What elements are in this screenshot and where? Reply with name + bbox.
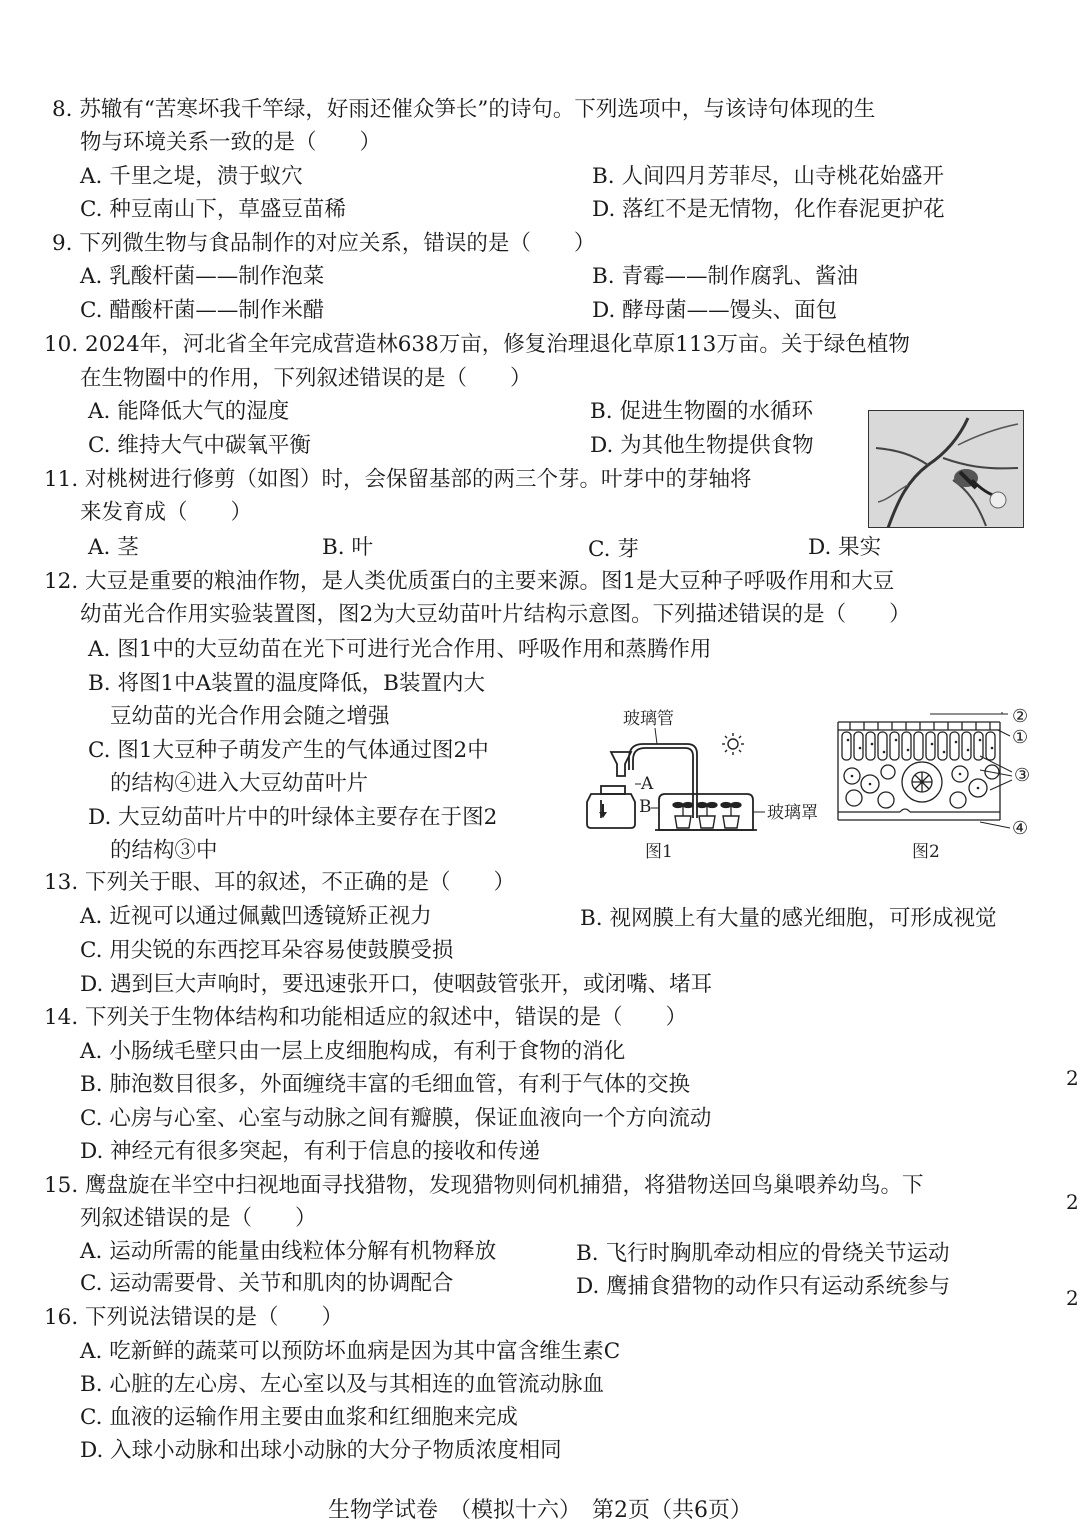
q10-option-b: B. 促进生物圈的水循环 bbox=[590, 399, 813, 424]
figure-2-leaf-section bbox=[830, 700, 1055, 870]
q10-option-a: A. 能降低大气的湿度 bbox=[88, 399, 290, 424]
fig1-label-glass-tube: 玻璃管 bbox=[623, 709, 674, 729]
q15-option-c: C. 运动需要骨、关节和肌肉的协调配合 bbox=[80, 1271, 454, 1296]
q14-option-a: A. 小肠绒毛壁只由一层上皮细胞构成，有利于食物的消化 bbox=[80, 1039, 626, 1064]
q12-option-d-line2: 的结构③中 bbox=[110, 838, 218, 863]
q11-stem-line1: 11. 对桃树进行修剪（如图）时，会保留基部的两三个芽。叶芽中的芽轴将 bbox=[44, 467, 752, 492]
q13-stem: 13. 下列关于眼、耳的叙述，不正确的是（ ） bbox=[44, 870, 516, 895]
q12-stem-line2: 幼苗光合作用实验装置图，图2为大豆幼苗叶片结构示意图。下列描述错误的是（ ） bbox=[80, 602, 911, 627]
q9-option-a: A. 乳酸杆菌——制作泡菜 bbox=[80, 264, 325, 289]
q12-option-c-line1: C. 图1大豆种子萌发产生的气体通过图2中 bbox=[88, 738, 489, 763]
q15-stem-line1: 15. 鹰盘旋在半空中扫视地面寻找猎物，发现猎物则伺机捕猎，将猎物送回鸟巢喂养幼鸟。下 bbox=[44, 1173, 924, 1198]
q9-option-b: B. 青霉——制作腐乳、酱油 bbox=[592, 264, 858, 289]
q16-option-c: C. 血液的运输作用主要由血浆和红细胞来完成 bbox=[80, 1405, 518, 1430]
peach-tree-pruning-photo bbox=[868, 410, 1024, 528]
fig2-marker-2: ② bbox=[1012, 706, 1029, 727]
fig2-caption: 图2 bbox=[912, 842, 940, 862]
q12-option-c-line2: 的结构④进入大豆幼苗叶片 bbox=[110, 771, 369, 796]
q16-option-d: D. 入球小动脉和出球小动脉的大分子物质浓度相同 bbox=[80, 1438, 562, 1463]
q13-option-d: D. 遇到巨大声响时，要迅速张开口，使咽鼓管张开，或闭嘴、堵耳 bbox=[80, 972, 713, 997]
q9-option-c: C. 醋酸杆菌——制作米醋 bbox=[80, 298, 325, 323]
q11-option-b: B. 叶 bbox=[322, 535, 373, 560]
q12-option-b-line2: 豆幼苗的光合作用会随之增强 bbox=[110, 704, 390, 729]
q8-option-d: D. 落红不是无情物，化作春泥更护花 bbox=[592, 197, 945, 222]
q10-option-d: D. 为其他生物提供食物 bbox=[590, 433, 814, 458]
page-footer: 生物学试卷 （模拟十六） 第2页（共6页） bbox=[328, 1498, 752, 1523]
q14-option-b: B. 肺泡数目很多，外面缠绕丰富的毛细血管，有利于气体的交换 bbox=[80, 1072, 690, 1097]
q13-option-c: C. 用尖锐的东西挖耳朵容易使鼓膜受损 bbox=[80, 938, 454, 963]
q16-stem: 16. 下列说法错误的是（ ） bbox=[44, 1305, 344, 1330]
q10-stem-line1: 10. 2024年，河北省全年完成营造林638万亩，修复治理退化草原113万亩。关于绿色植物 bbox=[44, 332, 910, 357]
q16-option-a: A. 吃新鲜的蔬菜可以预防坏血病是因为其中富含维生素C bbox=[80, 1339, 621, 1364]
fig2-marker-4: ④ bbox=[1012, 818, 1029, 839]
margin-mark: 2 bbox=[1066, 1190, 1079, 1214]
fig1-caption: 图1 bbox=[645, 842, 673, 862]
q8-stem-line1: 8. 苏辙有“苦寒坏我千竿绿，好雨还催众笋长”的诗句。下列选项中，与该诗句体现的生 bbox=[52, 97, 876, 122]
q13-option-a: A. 近视可以通过佩戴凹透镜矫正视力 bbox=[80, 904, 432, 929]
q9-option-d: D. 酵母菌——馒头、面包 bbox=[592, 298, 838, 323]
q13-option-b: B. 视网膜上有大量的感光细胞，可形成视觉 bbox=[580, 906, 997, 931]
margin-mark: 2 bbox=[1066, 1066, 1079, 1090]
fig2-marker-1: ① bbox=[1012, 727, 1029, 748]
q11-option-c: C. 芽 bbox=[588, 537, 639, 562]
q12-stem-line1: 12. 大豆是重要的粮油作物，是人类优质蛋白的主要来源。图1是大豆种子呼吸作用和大豆 bbox=[44, 569, 895, 594]
q15-option-a: A. 运动所需的能量由线粒体分解有机物释放 bbox=[80, 1239, 497, 1264]
q8-option-a: A. 千里之堤，溃于蚁穴 bbox=[80, 164, 303, 189]
q8-option-c: C. 种豆南山下，草盛豆苗稀 bbox=[80, 197, 346, 222]
q9-stem: 9. 下列微生物与食品制作的对应关系，错误的是（ ） bbox=[52, 231, 596, 256]
q14-option-c: C. 心房与心室、心室与动脉之间有瓣膜，保证血液向一个方向流动 bbox=[80, 1106, 712, 1131]
q15-stem-line2: 列叙述错误的是（ ） bbox=[80, 1206, 317, 1231]
figure-1-apparatus bbox=[575, 700, 835, 870]
q8-option-b: B. 人间四月芳菲尽，山寺桃花始盛开 bbox=[592, 164, 944, 189]
fig1-label-a: A bbox=[641, 774, 654, 794]
q11-option-d: D. 果实 bbox=[808, 535, 882, 560]
fig1-label-b: B bbox=[639, 797, 652, 817]
margin-mark: 2 bbox=[1066, 1286, 1079, 1310]
q15-option-d: D. 鹰捕食猎物的动作只有运动系统参与 bbox=[576, 1274, 951, 1299]
q15-option-b: B. 飞行时胸肌牵动相应的骨绕关节运动 bbox=[576, 1241, 950, 1266]
q12-option-b-line1: B. 将图1中A装置的温度降低，B装置内大 bbox=[88, 671, 485, 696]
q16-option-b: B. 心脏的左心房、左心室以及与其相连的血管流动脉血 bbox=[80, 1372, 604, 1397]
fig1-label-glass-cover: 玻璃罩 bbox=[767, 803, 818, 823]
fig2-marker-3: ③ bbox=[1014, 765, 1031, 786]
q14-stem: 14. 下列关于生物体结构和功能相适应的叙述中，错误的是（ ） bbox=[44, 1005, 688, 1030]
q10-stem-line2: 在生物圈中的作用，下列叙述错误的是（ ） bbox=[80, 366, 532, 391]
q12-option-d-line1: D. 大豆幼苗叶片中的叶绿体主要存在于图2 bbox=[88, 805, 498, 830]
q8-stem-line2: 物与环境关系一致的是（ ） bbox=[80, 130, 382, 155]
q14-option-d: D. 神经元有很多突起，有利于信息的接收和传递 bbox=[80, 1139, 541, 1164]
q12-option-a: A. 图1中的大豆幼苗在光下可进行光合作用、呼吸作用和蒸腾作用 bbox=[88, 637, 712, 662]
q11-stem-line2: 来发育成（ ） bbox=[80, 500, 253, 525]
q10-option-c: C. 维持大气中碳氧平衡 bbox=[88, 433, 311, 458]
q11-option-a: A. 茎 bbox=[88, 535, 139, 560]
